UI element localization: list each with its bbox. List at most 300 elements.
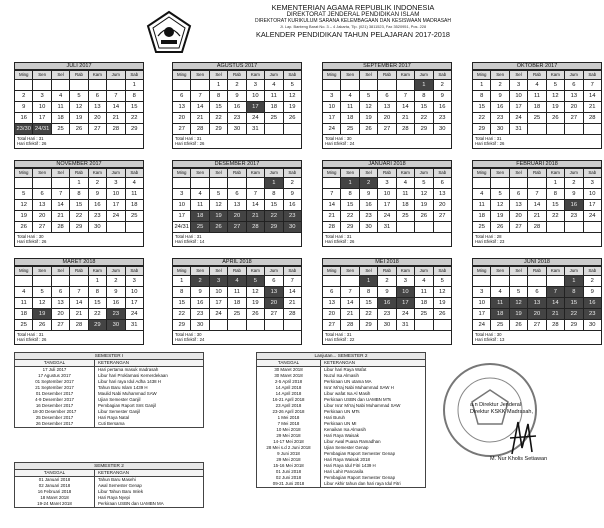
day-cell: 2 [107,276,125,287]
day-cell [415,320,433,331]
month-title: JUNI 2018 [472,258,602,266]
day-cell: 16 [191,298,209,309]
total-days: Total Hari : 31 [17,332,44,337]
event-date: 09-21 Juni 2018 [257,481,321,487]
day-cell: 17 [509,102,527,113]
day-cell: 18 [341,113,359,124]
weekday-header: Kam [396,169,414,178]
day-cell: 14 [583,91,601,102]
day-cell: 23 [88,211,106,222]
weekday-header: Jum [265,71,283,80]
event-date: 18-30 Desember 2017 [15,409,95,415]
day-cell: 15 [415,102,433,113]
day-cell: 15 [341,200,359,211]
day-cell: 31 [246,124,264,135]
day-cell: 26 [246,309,264,320]
day-cell: 6 [509,189,527,200]
day-cell: 9 [565,189,583,200]
day-cell: 5 [70,91,88,102]
day-cell: 16 [283,200,301,211]
day-cell: 24 [583,211,601,222]
day-cell: 4 [473,189,491,200]
day-cell: 1 [565,276,583,287]
day-cell: 10 [246,91,264,102]
day-cell: 8 [341,189,359,200]
event-description: Libur Tahun Baru Imlek [98,489,144,494]
day-cell: 15 [265,200,283,211]
event-date: 16 Februari 2018 [15,489,95,495]
day-cell [528,178,546,189]
weekday-header: Ming [15,267,33,276]
day-cell: 10 [583,189,601,200]
day-cell: 26 [491,222,509,233]
day-cell: 22 [173,309,191,320]
weekday-header: Sen [191,169,209,178]
day-cell: 19 [546,102,564,113]
event-date: 25 Desember 2017 [15,415,95,421]
day-cell: 25 [415,309,433,320]
day-cell: 24/31 [173,222,191,233]
weekday-header: Jum [415,267,433,276]
day-cell: 3 [33,91,51,102]
weekday-header: Sel [209,267,227,276]
day-cell: 16 [15,113,33,124]
day-cell [565,222,583,233]
event-description: Hari Lahir Pancasila [324,469,364,474]
weekday-header: Jum [107,267,125,276]
total-days: Total Hari : 30 [17,234,44,239]
weekday-header: Sab [433,71,451,80]
weekday-header: Jum [415,169,433,178]
event-description: Hari Raya Idul Fitri 1439 H [324,463,376,468]
day-cell: 22 [265,211,283,222]
event-description: Isra' Mi'raj Nabi Muhammad SAW H [324,385,394,390]
day-cell: 2 [283,178,301,189]
directorate: DIREKTORAT KURIKULUM SARANA KELEMBAGAAN DAN KESISWAAN MADRASAH [255,18,451,25]
event-date: 2-5 April 2018 [257,379,321,385]
day-cell: 6 [378,91,396,102]
day-cell: 13 [323,298,341,309]
day-cell: 26 [70,124,88,135]
day-cell: 7 [191,91,209,102]
day-cell: 28 [191,124,209,135]
day-cell: 4 [191,189,209,200]
semester-2-continued-table [256,352,426,488]
day-cell [341,276,359,287]
weekday-header: Jum [265,267,283,276]
day-cell: 1 [359,276,377,287]
day-cell [396,222,414,233]
day-cell: 28 [528,222,546,233]
day-cell: 24 [125,309,143,320]
day-cell: 17 [173,211,191,222]
day-cell: 22 [125,113,143,124]
day-cell: 14 [546,298,564,309]
day-cell: 3 [396,276,414,287]
day-cell: 20 [173,113,191,124]
month-title: DESEMBER 2017 [172,160,302,168]
day-cell: 27 [265,309,283,320]
effective-days: Hari Efektif : 22 [325,337,355,343]
day-cell: 18 [51,113,69,124]
day-cell: 3 [583,178,601,189]
day-cell: 19 [491,211,509,222]
day-cell: 24 [473,320,491,331]
day-cell: 9 [433,91,451,102]
day-cell: 17 [396,298,414,309]
weekday-header: Rab [70,267,88,276]
day-cell: 14 [107,102,125,113]
col-tanggal: TANGGAL [15,470,95,476]
day-cell: 12 [359,102,377,113]
day-cell [323,178,341,189]
weekday-header: Ming [15,71,33,80]
day-cell: 8 [70,189,88,200]
event-row [15,421,203,427]
day-cell [473,178,491,189]
event-date: 15-16 Mei 2018 [257,463,321,469]
day-cell: 6 [565,80,583,91]
day-cell: 28 [396,124,414,135]
weekday-header: Sen [491,169,509,178]
effective-days: Hari Efektif : 26 [175,141,205,147]
day-cell: 21 [191,113,209,124]
day-cell: 12 [509,298,527,309]
day-cell: 20 [88,113,106,124]
total-days: Total Hari : 31 [175,136,202,141]
weekday-header: Sel [51,169,69,178]
day-cell: 10 [33,102,51,113]
month-summary [322,331,452,345]
day-cell: 4 [491,287,509,298]
day-cell: 7 [396,91,414,102]
day-cell: 6 [173,91,191,102]
day-cell: 8 [209,91,227,102]
total-days: Total Hari : 31 [475,136,502,141]
weekday-header: Kam [546,71,564,80]
day-cell [209,178,227,189]
day-cell: 21 [51,211,69,222]
weekday-header: Kam [88,267,106,276]
day-cell: 7 [70,287,88,298]
weekday-header: Kam [246,71,264,80]
day-cell: 9 [491,91,509,102]
day-cell: 26 [33,320,51,331]
day-cell: 11 [473,200,491,211]
event-date: 30 Maret 2018 [257,373,321,379]
day-cell [528,124,546,135]
weekday-header: Rab [528,169,546,178]
event-description: Cuti Bersama [98,421,125,426]
weekday-header: Kam [246,169,264,178]
month-summary [14,233,144,247]
event-description: Awal Semester Genap [98,483,142,488]
day-cell: 8 [415,91,433,102]
weekday-header: Sen [33,267,51,276]
event-description: Perkiraan UN MTs [324,409,360,414]
day-cell: 15 [88,298,106,309]
day-cell: 25 [228,309,246,320]
weekday-header: Rab [70,71,88,80]
day-cell: 3 [209,276,227,287]
day-cell [107,222,125,233]
day-cell: 18 [15,309,33,320]
col-tanggal: TANGGAL [257,360,321,366]
day-cell [565,124,583,135]
day-cell: 17 [378,200,396,211]
day-cell: 6 [228,189,246,200]
day-cell: 4 [341,91,359,102]
weekday-header: Sab [433,267,451,276]
day-cell: 28 [246,222,264,233]
day-cell [33,178,51,189]
day-cell: 6 [528,287,546,298]
day-cell: 5 [415,178,433,189]
day-cell: 21 [546,309,564,320]
day-cell: 1 [88,276,106,287]
weekday-header: Rab [528,267,546,276]
month-title: FEBRUARI 2018 [472,160,602,168]
day-cell [491,276,509,287]
event-date: 7 Mei 2018 [257,421,321,427]
weekday-header: Jum [107,169,125,178]
day-cell: 21 [323,211,341,222]
month-summary [322,233,452,247]
weekday-header: Sel [51,267,69,276]
weekday-header: Sel [509,267,527,276]
day-cell: 29 [173,320,191,331]
day-cell: 19 [70,113,88,124]
day-cell: 26 [546,113,564,124]
day-cell: 27 [323,320,341,331]
day-cell [341,80,359,91]
day-cell [70,80,88,91]
day-cell: 16 [491,102,509,113]
day-cell: 11 [341,102,359,113]
day-cell: 5 [283,80,301,91]
day-cell: 29 [265,222,283,233]
weekday-header: Sen [33,71,51,80]
event-date: 18 Maret 2018 [15,495,95,501]
day-cell: 14 [283,287,301,298]
day-cell: 4 [265,80,283,91]
day-cell: 6 [323,287,341,298]
weekday-header: Sab [433,169,451,178]
day-cell: 1 [415,80,433,91]
day-cell [509,276,527,287]
event-row [257,481,425,487]
weekday-header: Kam [88,169,106,178]
weekday-header: Jum [565,267,583,276]
total-days: Total Hari : 31 [175,234,202,239]
day-cell: 28 [583,113,601,124]
month-title: SEPTEMBER 2017 [322,62,452,70]
day-cell: 1 [473,80,491,91]
day-cell: 21 [528,211,546,222]
day-cell: 16 [228,102,246,113]
day-cell: 5 [359,91,377,102]
day-cell: 11 [51,102,69,113]
day-cell [283,320,301,331]
event-description: Ujian Semester Ganjil [98,397,141,402]
month-title: JULI 2017 [14,62,144,70]
day-cell: 30 [191,320,209,331]
weekday-header: Rab [228,71,246,80]
day-cell: 18 [125,200,143,211]
calendar-month [14,258,144,345]
calendar-month [14,160,144,247]
total-days: Total Hari : 31 [325,234,352,239]
day-cell: 9 [583,287,601,298]
semester-1-table [14,352,204,428]
month-summary [172,233,302,247]
day-cell: 7 [51,189,69,200]
day-cell: 20 [509,211,527,222]
day-cell [546,276,564,287]
day-cell: 12 [546,91,564,102]
day-cell: 6 [265,276,283,287]
day-cell [415,222,433,233]
day-cell: 10 [209,287,227,298]
day-cell: 21 [70,309,88,320]
month-title: OKTOBER 2017 [472,62,602,70]
day-cell [51,276,69,287]
event-description: Libur Semester Ganjil [98,409,141,414]
day-cell: 8 [88,287,106,298]
day-cell: 1 [341,178,359,189]
day-cell: 18 [415,298,433,309]
day-cell: 20 [51,309,69,320]
day-cell: 29 [473,124,491,135]
day-cell: 30 [228,124,246,135]
day-cell: 20 [323,309,341,320]
day-cell [228,320,246,331]
event-date: 01 September 2017 [15,379,95,385]
day-cell: 25 [125,211,143,222]
event-date: 19-24 Maret 2018 [15,501,95,507]
day-cell: 1 [70,178,88,189]
day-cell: 1 [173,276,191,287]
weekday-header: Sab [583,169,601,178]
total-days: Total Hari : 30 [175,332,202,337]
day-cell: 18 [396,200,414,211]
day-cell: 10 [173,200,191,211]
month-summary [322,135,452,149]
weekday-header: Sab [125,169,143,178]
day-cell: 13 [509,200,527,211]
event-description: Libur wafat Isa Al Masih [324,391,371,396]
day-cell [125,222,143,233]
day-cell: 5 [433,276,451,287]
day-cell: 12 [491,200,509,211]
day-cell: 30 [433,124,451,135]
day-cell: 5 [546,80,564,91]
event-date: 02 Januari 2018 [15,483,95,489]
day-cell: 10 [509,91,527,102]
day-cell: 15 [125,102,143,113]
day-cell: 22 [359,309,377,320]
effective-days: Hari Efektif : 26 [325,239,355,245]
event-date: 01 Desember 2017 [15,391,95,397]
day-cell: 30 [88,222,106,233]
weekday-header: Sen [491,71,509,80]
event-description: Hari Raya Nyepi [98,495,130,500]
day-cell [473,276,491,287]
semester-1-title: SEMESTER I [15,353,203,360]
day-cell: 10 [396,287,414,298]
day-cell: 29 [341,222,359,233]
day-cell: 3 [378,178,396,189]
day-cell: 8 [473,91,491,102]
col-tanggal: TANGGAL [15,360,95,366]
day-cell [265,124,283,135]
day-cell: 26 [283,113,301,124]
weekday-header: Jum [415,71,433,80]
day-cell: 28 [51,222,69,233]
day-cell: 13 [88,102,106,113]
weekday-header: Ming [173,71,191,80]
event-description: Perkiraan USBN dan UAMBN MTs [324,397,392,402]
day-cell: 9 [378,287,396,298]
day-cell [491,178,509,189]
weekday-header: Ming [323,169,341,178]
day-cell: 8 [125,91,143,102]
weekday-header: Ming [473,267,491,276]
calendar-month [172,258,302,345]
event-description: Libur hari Proklamasi Kemerdekaan [98,373,168,378]
month-summary [14,331,144,345]
day-cell: 15 [209,102,227,113]
weekday-header: Rab [378,267,396,276]
day-cell: 19 [415,200,433,211]
calendar-month [172,160,302,247]
day-cell: 28 [283,309,301,320]
day-cell: 23 [378,309,396,320]
day-cell: 18 [491,309,509,320]
day-cell [173,178,191,189]
day-cell: 7 [528,189,546,200]
day-cell: 19 [209,211,227,222]
day-cell: 16 [583,298,601,309]
day-cell: 28 [70,320,88,331]
day-cell: 29 [359,320,377,331]
weekday-header: Sel [209,71,227,80]
day-cell: 19 [509,309,527,320]
day-cell: 9 [228,91,246,102]
weekday-header: Sen [33,169,51,178]
event-date: 23-26 April 2018 [257,409,321,415]
weekday-header: Rab [378,71,396,80]
day-cell [323,276,341,287]
day-cell: 5 [246,276,264,287]
day-cell: 12 [283,91,301,102]
day-cell: 30 [359,222,377,233]
ministry-name: KEMENTERIAN AGAMA REPUBLIK INDONESIA [271,3,435,12]
day-cell: 3 [323,91,341,102]
day-cell: 27 [88,124,106,135]
month-title: MARET 2018 [14,258,144,266]
day-cell: 11 [528,91,546,102]
event-date: 16-21 April 2018 [257,397,321,403]
weekday-header: Sen [341,267,359,276]
day-cell: 11 [191,200,209,211]
event-date: 4-9 Desember 2017 [15,397,95,403]
day-cell: 23 [191,309,209,320]
weekday-header: Jum [265,169,283,178]
day-cell [51,80,69,91]
day-cell: 2 [433,80,451,91]
day-cell: 28 [546,320,564,331]
